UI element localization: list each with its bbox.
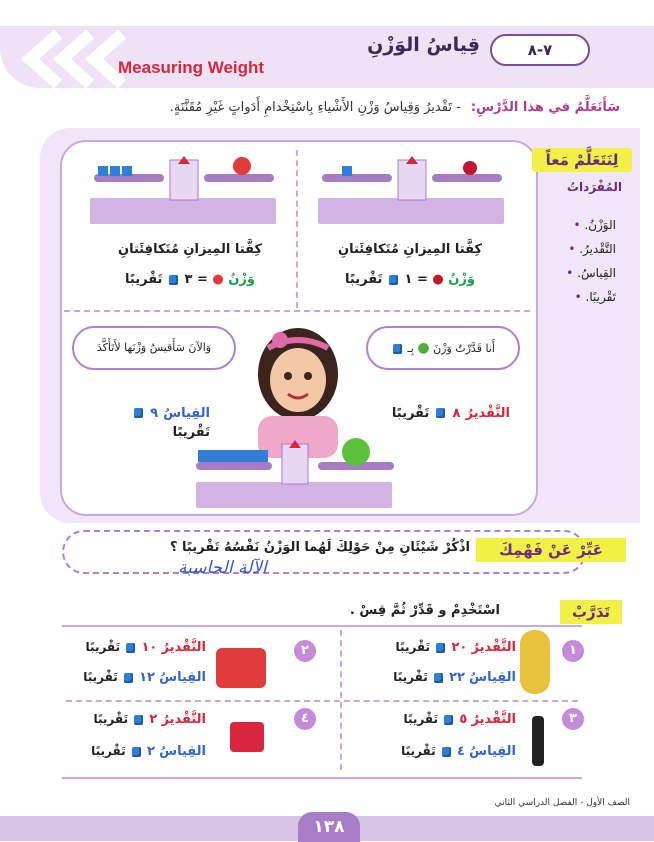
vocab-item: تَقْريبًا. •: [538, 290, 616, 304]
about-label: تَقْريبًا: [93, 712, 129, 726]
item-number: ٣: [562, 708, 584, 730]
lesson-title-english: Measuring Weight: [118, 58, 265, 77]
strawberry-basket-icon: [216, 648, 266, 688]
measure-label: القِياسُ: [469, 744, 516, 759]
cherry-icon: ●: [432, 272, 444, 287]
estimate-line: [390, 402, 510, 421]
weight-label: وَزْنُ: [228, 272, 255, 287]
measure-value[interactable]: ٢٢: [449, 670, 465, 685]
practice-estimate: [80, 712, 206, 727]
chevron-decoration-icon: [18, 30, 128, 88]
objective-lead: سَأَتَعَلَّمُ في هذا الدَّرْسِ:: [470, 100, 620, 115]
measure-value[interactable]: ٤: [457, 744, 465, 759]
about-label: تَقْريبًا: [403, 712, 439, 726]
practice-measure: [80, 744, 206, 759]
cube-icon: [132, 747, 141, 757]
measure-line: [90, 402, 210, 440]
handwritten-answer[interactable]: الآلة الحاسبة: [178, 558, 267, 578]
measure-label: القِياسُ: [159, 744, 206, 759]
speech-bubble-right: [366, 326, 520, 370]
estimate-value[interactable]: ٥: [459, 712, 468, 727]
weight-label: وَزْنُ: [448, 272, 475, 287]
estimate-label: التَّقْديرُ: [161, 640, 206, 655]
about-label: تَقْريبًا: [395, 640, 431, 654]
about-label: تَقْريبًا: [172, 425, 210, 440]
learn-together-tag: لِنَتَعَلَّمْ مَعاً: [532, 148, 632, 172]
estimate-label: التَّقْديرُ: [471, 640, 516, 655]
estimate-label: التَّقْديرُ: [161, 712, 206, 727]
cube-icon: [134, 715, 143, 725]
scale-right-equation: وَزْنُ ● = ١ تَقْريبًا: [345, 272, 475, 287]
about-label: تَقْريبًا: [125, 272, 163, 287]
learning-objective: [150, 100, 620, 115]
cube-icon: [442, 747, 451, 757]
practice-measure: [390, 670, 516, 685]
about-label: تَقْريبًا: [85, 640, 121, 654]
cube-icon: [389, 275, 398, 285]
explain-question: اذْكُرْ شَيْئَانِ مِنْ حَوْلِكَ لَهُما الوَزْنُ نَفْسُهُ تَقْريبًا ؟: [169, 540, 470, 555]
sharpener-icon: [230, 722, 264, 752]
measure-value[interactable]: ٢: [147, 744, 155, 759]
measure-label: القِياسُ: [159, 670, 206, 685]
about-label: تَقْريبًا: [391, 406, 430, 421]
cube-icon: [124, 673, 133, 683]
cube-icon: [434, 673, 443, 683]
cube-icon: [444, 715, 453, 725]
semester-label: الصف الأول - الفصل الدراسي الثاني: [494, 798, 630, 808]
estimate-value: ٨: [452, 406, 461, 421]
vocab-title: المُفْرَداتُ: [566, 180, 622, 194]
bubble-text: أَنا قَدَّرْتُ وَزْنَ: [433, 342, 495, 355]
practice-instruction: اسْتَخْدِمْ و قَدِّرْ ثُمَّ قِسْ .: [349, 603, 500, 618]
cube-icon: [126, 643, 135, 653]
practice-estimate: [80, 640, 206, 655]
lesson-title: قِياسُ الوَزْنِ: [367, 34, 480, 56]
practice-estimate: [390, 712, 516, 727]
strawberry-icon: ●: [212, 272, 224, 287]
practice-measure: [390, 744, 516, 759]
vocab-item: التَّقْديرُ. •: [538, 242, 616, 256]
measure-label: القِياسُ: [163, 406, 210, 421]
scale-left-equation: وَزْنُ ● = ٣ تَقْريبًا: [125, 272, 255, 287]
practice-estimate: [390, 640, 516, 655]
item-number: ١: [562, 640, 584, 662]
estimate-label: التَّقْديرُ: [465, 406, 510, 421]
estimate-value[interactable]: ٢: [149, 712, 158, 727]
about-label: تَقْريبًا: [83, 670, 118, 684]
equation-value: ١: [404, 272, 413, 287]
practice-tag: تَدَرَّبْ: [560, 600, 622, 624]
divider: [64, 310, 530, 312]
explain-tag: عَبِّرْ عَنْ فَهْمِكَ: [476, 538, 626, 562]
about-label: تَقْريبًا: [91, 744, 126, 758]
scale-left-caption: كِفَّتا المِيزانِ مُتَكافِئَتانِ: [117, 242, 263, 257]
divider: [296, 150, 298, 308]
speech-bubble-left: وَالآنَ سَأَقيسُ وَزْنَها لأَتَأَكَّدَ: [72, 326, 236, 370]
measure-value[interactable]: ١٢: [139, 670, 155, 685]
cube-icon: [436, 408, 445, 418]
balance-scale-center-icon: [190, 438, 400, 510]
about-label: تَقْريبًا: [345, 272, 383, 287]
cube-icon: [436, 643, 445, 653]
estimate-value[interactable]: ١٠: [141, 640, 158, 655]
lesson-number: ٧-٨: [490, 34, 590, 66]
balance-scale-left-icon: [84, 152, 284, 228]
item-number: ٢: [294, 640, 316, 662]
practice-measure: [80, 670, 206, 685]
equation-value: ٣: [184, 272, 193, 287]
cube-icon: [169, 275, 178, 285]
divider: [66, 700, 578, 702]
scale-right-caption: كِفَّتا المِيزانِ مُتَكافِئَتانِ: [337, 242, 483, 257]
estimate-value[interactable]: ٢٠: [451, 640, 468, 655]
apple-icon: ●: [417, 340, 430, 356]
about-label: تَقْريبًا: [401, 744, 436, 758]
vocab-item: الوَزْنُ. •: [538, 218, 616, 232]
about-label: تَقْريبًا: [393, 670, 428, 684]
objective-text: - تَقْديرُ وَقِياسُ وَزْنِ الأَشْياءِ بِاسْتِخْدامِ أَدَواتٍ غَيْرِ مُقَنَّنَةٍ.: [169, 100, 461, 115]
measure-label: القِياسُ: [469, 670, 516, 685]
bubble-text: بِـ: [407, 342, 414, 355]
measure-value: ٩: [150, 406, 159, 421]
cube-icon: [393, 344, 402, 354]
vocab-item: القِياسُ. •: [538, 266, 616, 280]
page-number: ١٣٨: [298, 812, 360, 842]
corn-icon: [520, 630, 550, 694]
marker-icon: [532, 716, 544, 766]
item-number: ٤: [294, 708, 316, 730]
estimate-label: التَّقْديرُ: [471, 712, 516, 727]
cube-icon: [134, 408, 143, 418]
balance-scale-right-icon: [312, 152, 512, 228]
